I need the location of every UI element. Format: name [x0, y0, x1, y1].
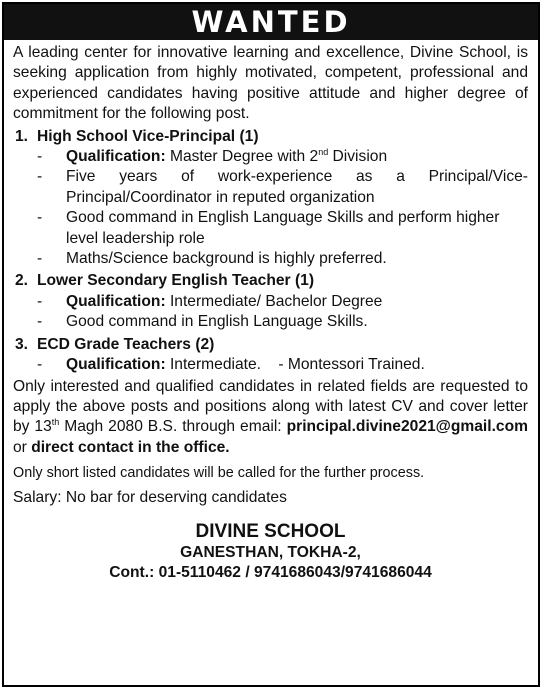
requirement-text: Good command in English Language Skills.	[66, 313, 368, 331]
dash-bullet: -	[37, 168, 43, 186]
qualification-label: Qualification:	[66, 356, 166, 374]
shortlist-note: Only short listed candidates will be called for the further process.	[13, 465, 425, 482]
post-title-text: High School Vice-Principal (1)	[37, 127, 259, 145]
qualification-label: Qualification:	[66, 292, 166, 310]
qualification-item	[37, 292, 528, 312]
post-title-text: Lower Secondary English Teacher (1)	[37, 272, 315, 290]
school-name: DIVINE SCHOOL	[195, 520, 346, 542]
salary-note: Salary: No bar for deserving candidates	[13, 488, 287, 506]
school-footer	[13, 520, 528, 583]
post-number: 1.	[15, 127, 29, 145]
dash-bullet: -	[37, 292, 43, 310]
qualification-item	[37, 355, 528, 375]
dash-bullet: -	[37, 148, 43, 166]
school-address: GANESTHAN, TOKHA-2,	[180, 543, 361, 561]
requirement-item	[37, 208, 528, 249]
job-advertisement	[2, 2, 540, 687]
intro-paragraph: A leading center for innovative learning and excellence, Divine School, is seeking application from highly motivated, competent, professional and experienced candidates having positive attitude and higher degree of commitment for the following post.	[13, 44, 528, 123]
post-requirements-list	[13, 292, 528, 333]
post-number: 3.	[15, 335, 29, 353]
instructions-text-continued: Magh 2080 B.S. through email:	[59, 418, 287, 436]
qualification-value-end: Division	[328, 148, 388, 166]
qualification-value: Intermediate/ Bachelor Degree	[165, 292, 383, 310]
dash-bullet: -	[37, 209, 43, 227]
requirement-text: Maths/Science background is highly preferred.	[66, 250, 387, 268]
instructions-or: or	[13, 438, 32, 456]
requirement-text: Five years of work-experience as a Principal/Vice-Principal/Coordinator in reputed organization	[66, 168, 528, 206]
requirement-item	[37, 312, 528, 332]
application-instructions	[13, 377, 528, 459]
ordinal-suffix: th	[51, 417, 60, 428]
post-number: 2.	[15, 272, 29, 290]
qualification-item	[37, 147, 528, 167]
requirement-item	[37, 249, 528, 269]
requirement-text: Good command in English Language Skills and perform higher level leadership role	[66, 209, 500, 247]
post-title-ecd-teachers	[13, 335, 528, 355]
post-title-english-teacher	[13, 271, 528, 291]
instructions-text: Only interested and qualified candidates in related fields are requested to apply the above posts and positions along with latest CV and cover letter by 13	[13, 377, 528, 436]
wanted-header: WANTED	[4, 4, 538, 40]
ordinal-suffix: nd	[318, 147, 329, 158]
post-title-vice-principal	[13, 127, 528, 147]
dash-bullet: -	[37, 250, 43, 268]
post-title-text: ECD Grade Teachers (2)	[37, 335, 215, 353]
qualification-extra: - Montessori Trained.	[278, 356, 425, 374]
post-requirements-list	[13, 355, 528, 375]
post-requirements-list	[13, 147, 528, 269]
dash-bullet: -	[37, 356, 43, 374]
qualification-value: Intermediate.	[165, 356, 261, 374]
school-contact: Cont.: 01-5110462 / 9741686043/9741686044	[109, 563, 432, 581]
qualification-label: Qualification:	[66, 148, 166, 166]
dash-bullet: -	[37, 313, 43, 331]
requirement-item	[37, 167, 528, 208]
contact-email: principal.divine2021@gmail.com	[286, 418, 528, 436]
direct-contact-text: direct contact in the office.	[31, 438, 230, 456]
ad-body	[4, 40, 538, 583]
qualification-value: Master Degree with 2	[165, 148, 319, 166]
